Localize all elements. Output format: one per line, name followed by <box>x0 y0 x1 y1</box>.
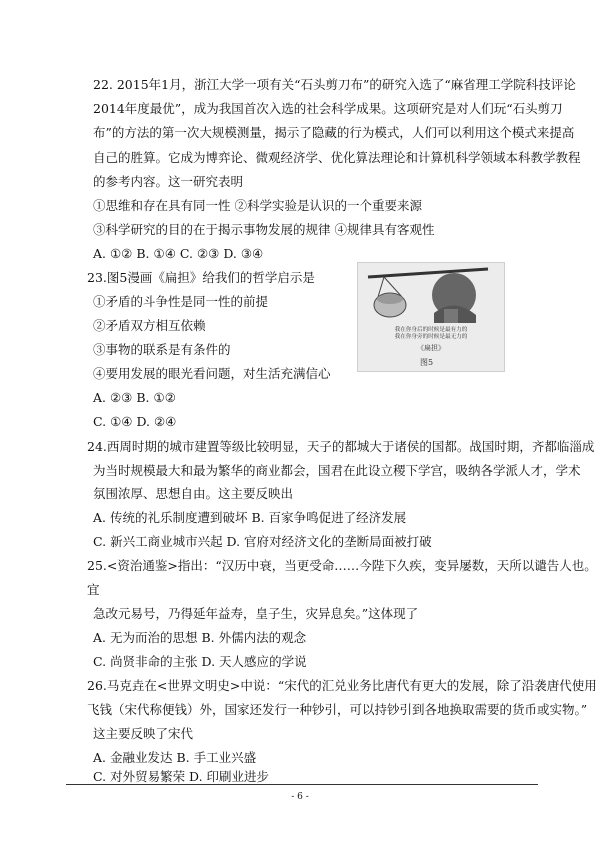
q24-line-1: 24.西周时期的城市建置等级比较明显，天子的都城大于诸侯的国都。战国时期，齐都临淄成 <box>87 439 595 454</box>
q22-line-2: 2014年度最优”，成为我国首次入选的社会科学成果。这项研究是对人们玩“石头剪刀 <box>93 101 563 116</box>
q24-line-3: 氛围浓厚、思想自由。这主要反映出 <box>93 486 294 501</box>
q23-statement-4: ④要用发展的眼光看问题，对生活充满信心 <box>93 366 331 381</box>
carrying-pole-illustration <box>358 263 504 371</box>
q24-options-ab: A. 传统的礼乐制度遭到破坏 B. 百家争鸣促进了经济发展 <box>93 510 407 525</box>
q26-options-cd: C. 对外贸易繁荣 D. 印刷业进步 <box>93 769 270 784</box>
q23-stem: 23.图5漫画《扁担》给我们的哲学启示是 <box>87 270 315 285</box>
q26-line-3: 这主要反映了宋代 <box>93 726 194 741</box>
cartoon-title: 《扁担》 <box>417 344 445 352</box>
q25-line-1: 25.<资治通鉴>指出：“汉历中衰，当更受命……今陛下久疾，变异屡数，天所以谴告人也。 <box>87 558 597 573</box>
q22-line-1: 22. 2015年1月，浙江大学一项有关“石头剪刀布”的研究入选了“麻省理工学院科技评论 <box>93 77 576 92</box>
q25-options-ab: A. 无为而治的思想 B. 外儒内法的观念 <box>93 630 307 645</box>
footer-divider <box>66 784 538 785</box>
q23-statement-1: ①矛盾的斗争性是同一性的前提 <box>93 294 269 309</box>
figure-number: 图5 <box>420 358 434 367</box>
q26-options-ab: A. 金融业发达 B. 手工业兴盛 <box>93 750 257 765</box>
q24-options-cd: C. 新兴工商业城市兴起 D. 官府对经济文化的垄断局面被打破 <box>93 534 432 549</box>
q22-statements-1: ①思维和存在具有同一性 ②科学实验是认识的一个重要来源 <box>93 198 422 213</box>
q25-line-2: 宜 <box>87 582 100 597</box>
cartoon-figure <box>357 262 505 372</box>
q22-line-5: 的参考内容。这一研究表明 <box>93 174 244 189</box>
q26-line-2: 飞钱（宋代称便钱）外，国家还发行一种钞引，可以持钞引到各地换取需要的货币或实物。” <box>87 702 588 717</box>
q22-statements-2: ③科学研究的目的在于揭示事物发展的规律 ④规律具有客观性 <box>93 222 435 237</box>
q23-options-cd: C. ①④ D. ②④ <box>93 414 177 429</box>
q22-line-4: 自己的胜算。它成为博弈论、微观经济学、优化算法理论和计算机科学领域本科教学教程 <box>93 150 581 165</box>
cartoon-caption-text: 我在你身后的时候是最有力的 我在你身旁的时候是最无力的 <box>394 327 468 340</box>
q23-statement-3: ③事物的联系是有条件的 <box>93 342 231 357</box>
q23-options-ab: A. ②③ B. ①② <box>93 390 176 405</box>
q22-line-3: 布”的方法的第一次大规模测量，揭示了隐藏的行为模式，人们可以利用这个模式来提高 <box>93 125 575 140</box>
q23-statement-2: ②矛盾双方相互依赖 <box>93 318 206 333</box>
page-number: - 6 - <box>291 792 309 802</box>
q22-options: A. ①② B. ①④ C. ②③ D. ③④ <box>93 246 264 261</box>
q24-line-2: 为当时规模最大和最为繁华的商业都会，国君在此设立稷下学宫，吸纳各学派人才，学术 <box>93 463 581 478</box>
q25-line-3: 急改元易号，乃得延年益寿，皇子生，灾异息矣。”这体现了 <box>93 606 419 621</box>
q25-options-cd: C. 尚贤非命的主张 D. 天人感应的学说 <box>93 654 307 669</box>
q26-line-1: 26.马克垚在<世界文明史>中说：“宋代的汇兑业务比唐代有更大的发展，除了沿袭唐代使用 <box>87 678 597 693</box>
